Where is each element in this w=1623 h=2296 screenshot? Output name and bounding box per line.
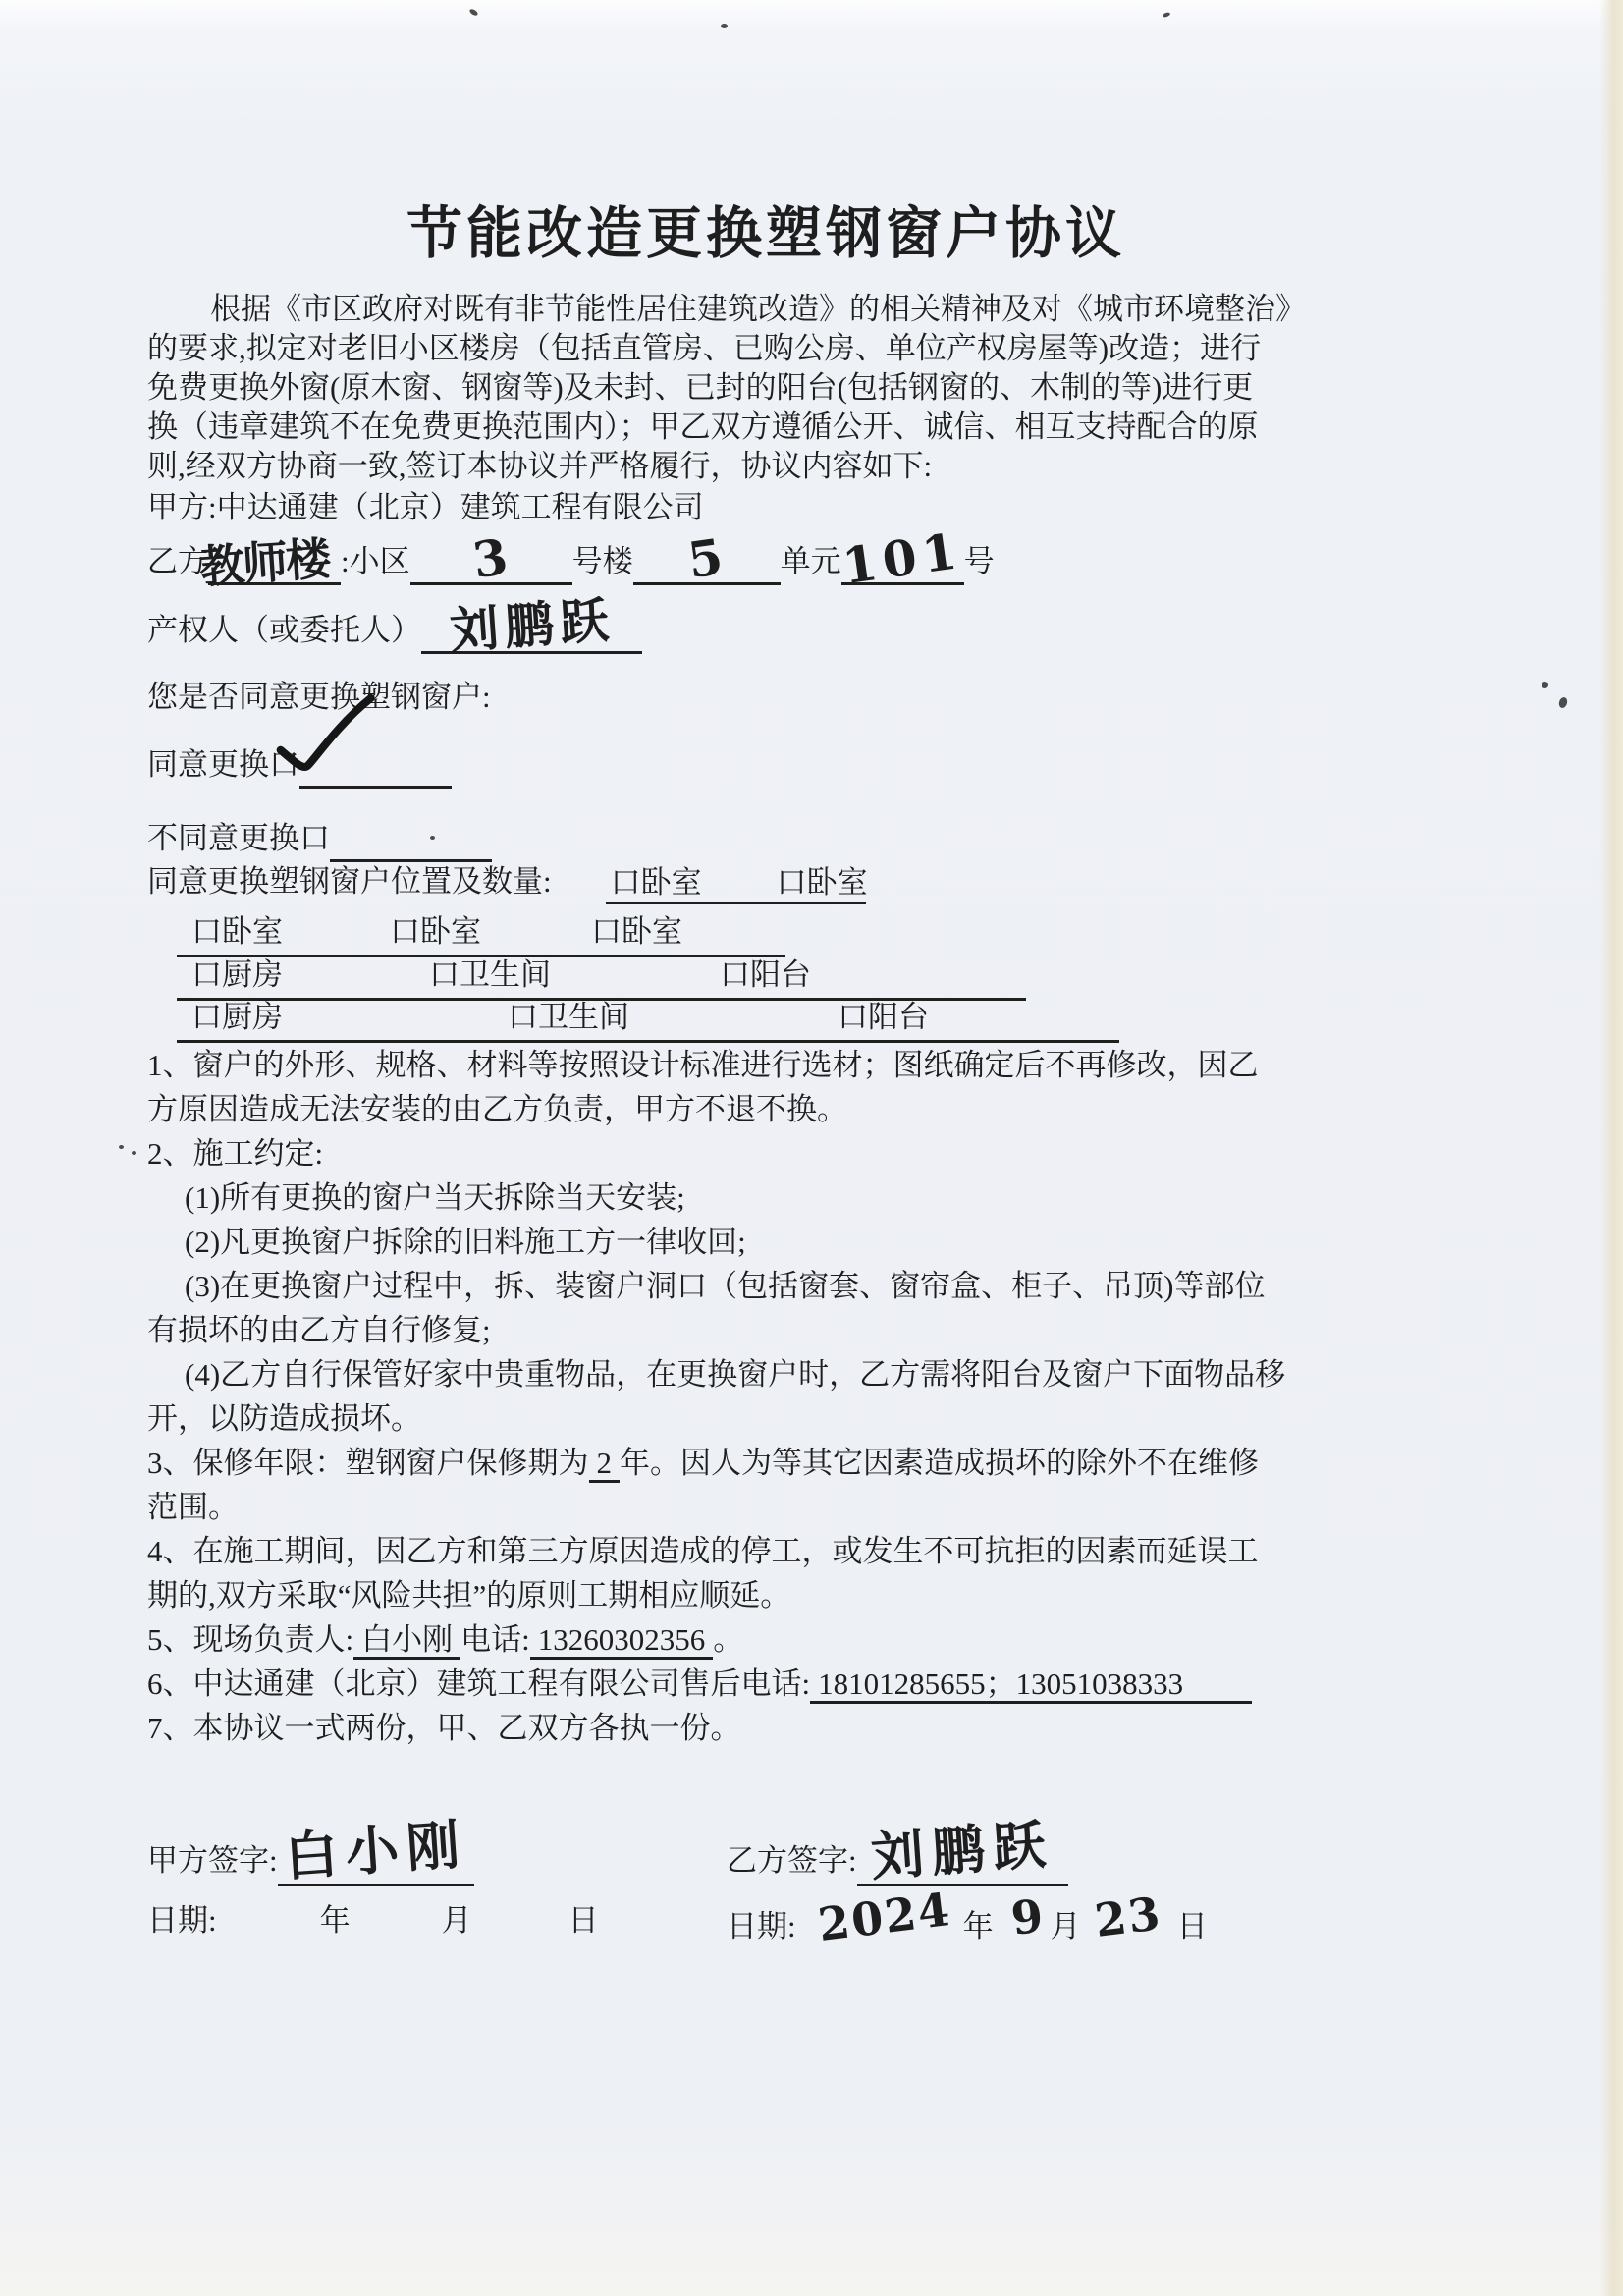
site-manager-phone: 13260302356	[530, 1622, 714, 1660]
agree-label: 同意更换口	[147, 747, 299, 782]
term-7-line: 7、本协议一式两份，甲、乙双方各执一份。	[147, 1711, 741, 1745]
party-a-signature-line	[147, 1812, 474, 1888]
disagree-label: 不同意更换口	[147, 821, 330, 855]
unit-number-field	[633, 526, 781, 590]
date-year-handwriting: 2024	[814, 1882, 954, 1952]
room-number-field	[839, 520, 966, 596]
date-day-handwriting: 23	[1091, 1886, 1164, 1947]
checkbox-bedroom: 口卧室	[390, 914, 481, 949]
room-label: 号	[963, 544, 995, 578]
checkbox-bedroom: 口卧室	[591, 914, 682, 949]
building-label: 号楼	[571, 544, 633, 578]
party-b-signature-handwriting: 刘鹏跃	[869, 1812, 1056, 1888]
intro-paragraph	[147, 290, 1306, 486]
term-6-prefix: 6、中达通建（北京）建筑工程有限公司售后电话:	[147, 1667, 811, 1701]
checkbox-bedroom: 口卧室	[610, 865, 702, 900]
term-2-line: 2、施工约定:	[147, 1136, 324, 1171]
checkbox-bedroom: 口卧室	[776, 865, 868, 900]
checkbox-bathroom: 口卫生间	[429, 957, 551, 992]
party-a-signature-field	[278, 1812, 474, 1888]
site-manager-name: 白小刚	[353, 1622, 460, 1660]
checkbox-balcony: 口阳台	[720, 957, 811, 992]
party-b-line	[147, 520, 995, 596]
checkbox-bedroom: 口卧室	[191, 914, 283, 949]
estate-name-handwriting: 教师楼	[196, 531, 331, 594]
month-label: 月	[441, 1903, 472, 1938]
agree-blank-field	[299, 744, 452, 789]
term-3-line: 范围。	[147, 1490, 239, 1524]
term-1-line: 方原因造成无法安装的由乙方负责，甲方不退不换。	[147, 1092, 847, 1126]
scan-speck	[1557, 696, 1568, 709]
day-label: 日	[1176, 1909, 1208, 1943]
term-2-sub-line: (4)乙方自行保管好家中贵重物品，在更换窗户时，乙方需将阳台及窗户下面物品移	[185, 1357, 1286, 1392]
term-5-line	[147, 1617, 1285, 1662]
terms-section	[147, 1043, 1285, 1750]
page-title: 节能改造更换塑钢窗户协议	[406, 202, 1125, 265]
checkbox-bathroom: 口卫生间	[508, 1000, 629, 1034]
term-2-sub-line: (1)所有更换的窗户当天拆除当天安装;	[185, 1180, 685, 1215]
intro-line: 免费更换外窗(原木窗、钢窗等)及未封、已封的阳台(包括钢窗的、木制的等)进行更	[147, 370, 1254, 405]
term-3-prefix: 3、保修年限：塑钢窗户保修期为	[147, 1446, 589, 1480]
intro-line: 根据《市区政府对既有非节能性居住建筑改造》的相关精神及对《城市环境整治》	[210, 292, 1306, 326]
party-a-line: 甲方:中达通建（北京）建筑工程有限公司	[147, 490, 704, 524]
day-label: 日	[568, 1903, 599, 1938]
positions-heading-line	[147, 859, 866, 904]
term-4-line: 期的,双方采取“风险共担”的原则工期相应顺延。	[147, 1578, 791, 1613]
unit-number-handwriting: 5	[684, 526, 729, 590]
term-2-sub-line: (2)凡更换窗户拆除的旧料施工方一律收回;	[185, 1225, 746, 1259]
scan-speck	[468, 8, 478, 17]
party-b-label: 乙方	[147, 544, 208, 578]
consent-question: 您是否同意更换塑钢窗户:	[147, 680, 491, 714]
term-2-sub-line: 开，以防造成损坏。	[147, 1401, 421, 1436]
positions-heading: 同意更换塑钢窗户位置及数量:	[147, 864, 552, 899]
estate-name-field	[196, 531, 341, 594]
term-3-suffix: 年。因人为等其它因素造成损坏的除外不在维修	[620, 1446, 1259, 1480]
scan-speck	[1163, 12, 1171, 18]
owner-name-field	[421, 590, 642, 660]
warranty-years-value: 2	[589, 1446, 621, 1483]
term-1-line: 1、窗户的外形、规格、材料等按照设计标准进行选材；图纸确定后不再修改，因乙	[147, 1048, 1259, 1082]
date-month-handwriting: 9	[1007, 1888, 1048, 1945]
scan-speck	[132, 1151, 136, 1155]
date-label: 日期:	[727, 1909, 796, 1943]
term-6-line	[147, 1662, 1285, 1706]
term-5-prefix: 5、现场负责人:	[147, 1622, 354, 1657]
date-label: 日期:	[147, 1903, 217, 1938]
agree-line	[147, 741, 452, 789]
community-label: :小区	[341, 544, 410, 578]
month-label: 月	[1050, 1909, 1081, 1943]
positions-row	[177, 911, 785, 957]
year-label: 年	[319, 1903, 351, 1938]
term-5-suffix: 。	[713, 1622, 744, 1657]
owner-name-handwriting: 刘鹏跃	[447, 590, 617, 660]
building-number-field	[410, 526, 572, 590]
after-sales-phones: 18101285655；13051038333	[810, 1667, 1252, 1704]
term-2-sub-line: (3)在更换窗户过程中，拆、装窗户洞口（包括窗套、窗帘盒、柜子、吊顶)等部位	[185, 1269, 1266, 1303]
party-a-signature-handwriting: 白小刚	[282, 1812, 469, 1888]
owner-line	[147, 590, 642, 660]
scan-speck	[119, 1145, 124, 1149]
year-label: 年	[962, 1909, 994, 1943]
scan-speck	[1542, 682, 1548, 688]
party-b-signature-line	[727, 1812, 1068, 1888]
room-number-handwriting: 101	[839, 520, 966, 596]
positions-row	[177, 955, 1026, 1001]
term-3-line	[147, 1441, 1285, 1485]
positions-header-row	[606, 860, 866, 904]
positions-row	[177, 997, 1119, 1043]
scan-speck	[721, 24, 728, 28]
term-2-sub-line: 有损坏的由乙方自行修复;	[147, 1313, 491, 1347]
party-a-date-line	[147, 1897, 599, 1944]
checkbox-kitchen: 口厨房	[191, 1000, 283, 1034]
unit-label: 单元	[780, 544, 841, 578]
intro-line: 则,经双方协商一致,签订本协议并严格履行，协议内容如下:	[147, 449, 933, 483]
building-number-handwriting: 3	[468, 526, 514, 590]
intro-line: 的要求,拟定对老旧小区楼房（包括直管房、已购公房、单位产权房屋等)改造；进行	[147, 331, 1262, 365]
party-b-signature-label: 乙方签字:	[727, 1843, 857, 1878]
disagree-line	[147, 815, 492, 862]
owner-label: 产权人（或委托人）	[147, 613, 421, 647]
party-b-signature-field	[857, 1812, 1068, 1888]
term-4-line: 4、在施工期间，因乙方和第三方原因造成的停工，或发生不可抗拒的因素而延误工	[147, 1534, 1259, 1568]
party-b-date-line	[727, 1882, 1208, 1952]
intro-line: 换（违章建筑不在免费更换范围内）；甲乙双方遵循公开、诚信、相互支持配合的原	[147, 410, 1259, 444]
checkbox-balcony: 口阳台	[838, 1000, 929, 1034]
agree-checkmark-icon	[268, 691, 388, 782]
disagree-blank-field	[330, 818, 492, 862]
term-5-mid: 电话:	[460, 1622, 530, 1657]
checkbox-kitchen: 口厨房	[191, 957, 283, 992]
party-a-signature-label: 甲方签字:	[147, 1843, 278, 1878]
